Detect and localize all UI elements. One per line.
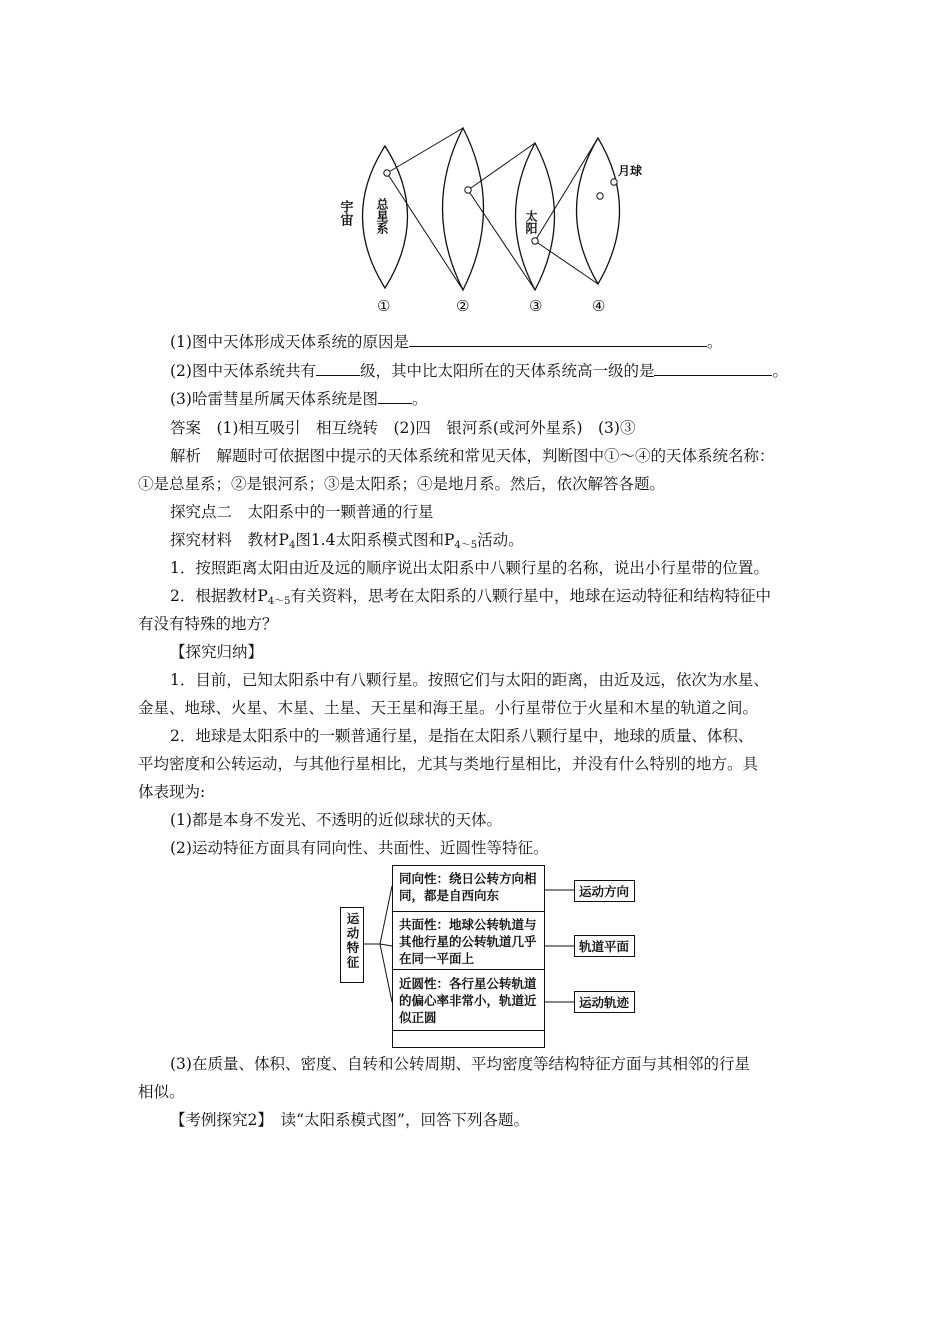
summary-2-line-3: 体表现为: — [138, 783, 206, 801]
question-2: (2)图中天体系统共有 级，其中比太阳所在的天体系统高一级的是 。 — [170, 362, 788, 380]
summary-1-line-2: 金星、地球、火星、木星、土星、天王星和海王星。小行星带位于火星和木星的轨道之间。 — [138, 699, 759, 717]
point-3-line-2: 相似。 — [138, 1083, 185, 1101]
label-universe: 宇宙 — [337, 200, 353, 226]
number-4: ④ — [592, 297, 606, 315]
analysis-line-2: ①是总星系；②是银河系；③是太阳系；④是地月系。然后，依次解答各题。 — [138, 475, 666, 493]
label-moon: 月球 — [618, 164, 643, 178]
label-total-galaxy: 总星系 — [375, 198, 389, 234]
point-3-line-1: (3)在质量、体积、密度、自转和公转周期、平均密度等结构特征方面与其相邻的行星 — [170, 1055, 750, 1073]
analysis-line-1: 解析 解题时可依据图中提示的天体系统和常见天体，判断图中①～④的天体系统名称： — [170, 447, 775, 465]
result-motion-direction: 运动方向 — [574, 880, 635, 902]
answer: 答案 (1)相互吸引 相互绕转 (2)四 银河系(或河外星系) (3)③ — [170, 419, 636, 437]
point-2: (2)运动特征方面具有同向性、共面性、近圆性等特征。 — [170, 839, 549, 857]
task-2: 2．根据教材$P_{4\sim 5}$有关资料，思考在太阳系的八颗行星中，地球在运动特征和结构特征中 — [170, 587, 772, 607]
feature-same-direction: 同向性：绕日公转方向相同，都是自西向东 — [392, 865, 545, 912]
number-2: ② — [456, 297, 470, 315]
summary-2-line-1: 2．地球是太阳系中的一颗普通行星，是指在太阳系八颗行星中，地球的质量、体积、 — [170, 727, 754, 745]
material: 探究材料 教材$P_4$图1.4太阳系模式图和$P_{4\sim 5}$活动。 — [170, 531, 524, 551]
summary-2-line-2: 平均密度和公转运动，与其他行星相比，尤其与类地行星相比，并没有什么特别的地方。具 — [138, 755, 759, 773]
result-orbit-plane: 轨道平面 — [574, 935, 635, 957]
summary-title: 【探究归纳】 — [170, 643, 264, 661]
lens-2 — [443, 128, 484, 290]
task-2-cont: 有没有特殊的地方？ — [138, 615, 278, 633]
celestial-systems-diagram — [330, 118, 660, 318]
lens-4 — [577, 138, 620, 284]
feature-near-circular: 近圆性：各行星公转轨道的偏心率非常小，轨道近似正圆 — [392, 969, 545, 1031]
point-1: (1)都是本身不发光、不透明的近似球状的天体。 — [170, 811, 502, 829]
summary-1-line-1: 1．目前，已知太阳系中有八颗行星。按照它们与太阳的距离，由近及远，依次为水星、 — [170, 671, 769, 689]
number-3: ③ — [529, 297, 543, 315]
example-prompt: 【考例探究2】 读“太阳系模式图”，回答下列各题。 — [170, 1111, 529, 1129]
question-1: (1)图中天体形成天体系统的原因是 。 — [170, 333, 723, 351]
label-sun: 太阳 — [524, 210, 538, 234]
feature-coplanar: 共面性：地球公转轨道与其他行星的公转轨道几乎在同一平面上 — [392, 911, 545, 970]
number-1: ① — [377, 297, 391, 315]
question-3: (3)哈雷彗星所属天体系统是图 。 — [170, 390, 428, 408]
section-heading: 探究点二 太阳系中的一颗普通的行星 — [170, 503, 434, 521]
result-motion-track: 运动轨迹 — [574, 991, 635, 1013]
motion-feature-main-box: 运动特征 — [340, 907, 364, 983]
task-1: 1．按照距离太阳由近及远的顺序说出太阳系中八颗行星的名称，说出小行星带的位置。 — [170, 559, 769, 577]
